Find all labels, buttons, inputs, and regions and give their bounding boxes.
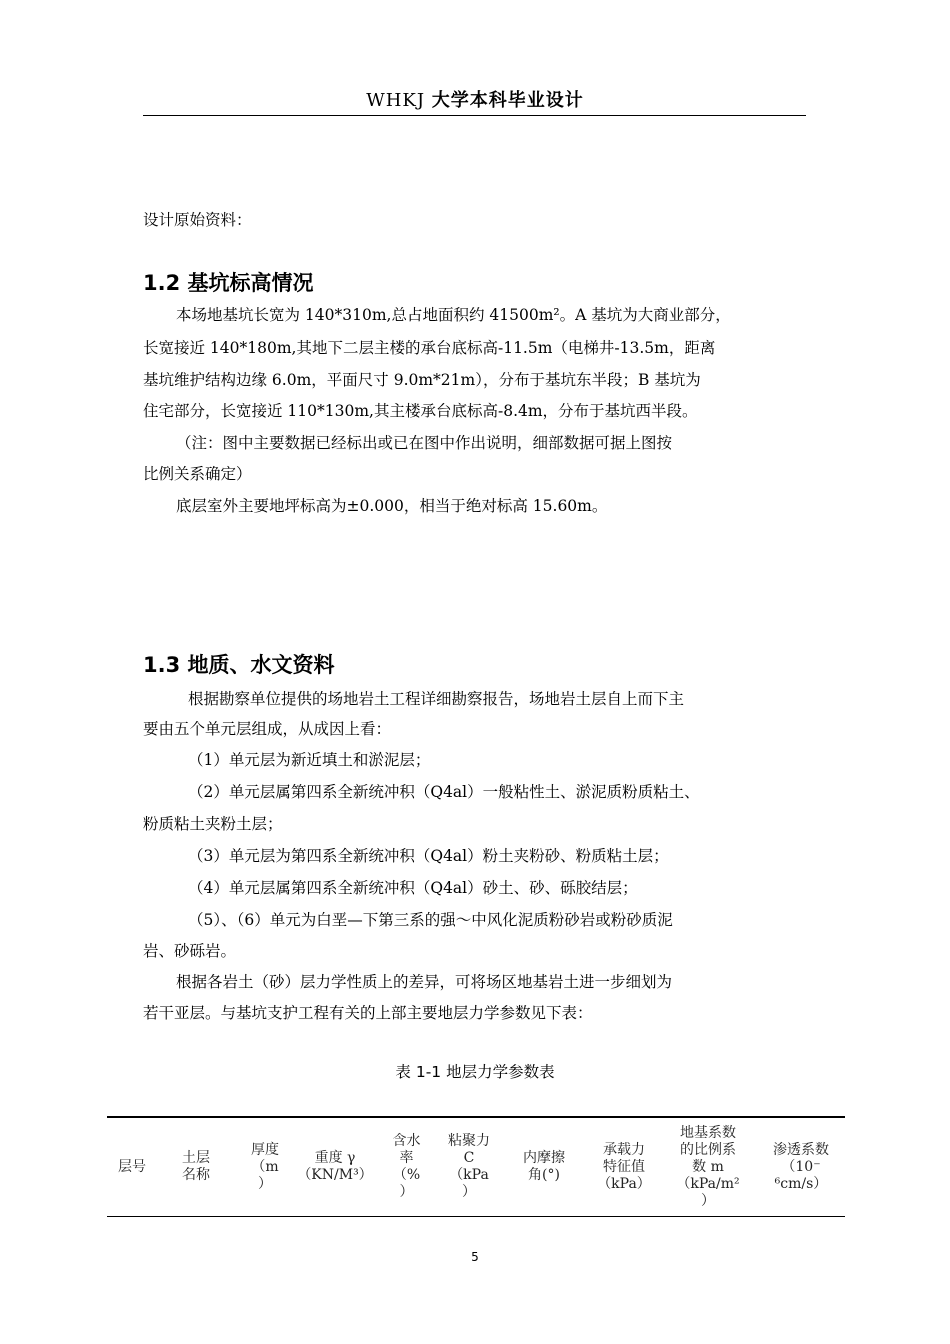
header-line: （kPa/m² — [676, 1175, 740, 1192]
header-line: 层号 — [118, 1158, 146, 1175]
header-cell-text — [523, 1150, 565, 1184]
header-cell-text — [773, 1142, 829, 1193]
header-line: 的比例系 — [679, 1141, 736, 1158]
header-line: 率 — [399, 1150, 414, 1166]
header-cell-text — [676, 1125, 739, 1210]
col-header-water-content — [379, 1118, 434, 1216]
header-line: （kPa — [449, 1167, 489, 1183]
header-line: ） — [462, 1184, 476, 1200]
para-line: 底层室外主要地坪标高为±0.000，相当于绝对标高 15.60m。 — [176, 497, 608, 515]
para-line: 基坑维护结构边缘 6.0m，平面尺寸 9.0m*21m），分布于基坑东半段；B 基坑为 — [143, 371, 701, 389]
para-line: 粉质粘土夹粉土层； — [143, 815, 283, 833]
para-line: 本场地基坑长宽为 140*310m,总占地面积约 41500m²。A 基坑为大商业部分， — [176, 306, 731, 324]
col-header-unit-weight — [295, 1118, 375, 1216]
header-line: 特征值 — [603, 1158, 645, 1175]
table-caption: 表 1-1 地层力学参数表 — [395, 1063, 555, 1081]
col-header-layer-no — [107, 1118, 157, 1216]
header-line: 含水 — [392, 1133, 421, 1149]
header-latin: WHKJ — [366, 90, 426, 111]
para-line: 长宽接近 140*180m,其地下二层主楼的承台底标高-11.5m（电梯井-13.5m，距离 — [143, 339, 716, 357]
header-line: 地基系数 — [679, 1124, 736, 1141]
para-line: 根据各岩土（砂）层力学性质上的差异，可将场区地基岩土进一步细划为 — [176, 973, 673, 991]
header-line: 名称 — [182, 1167, 210, 1183]
para-line: 住宅部分，长宽接近 110*130m,其主楼承台底标高-8.4m，分布于基坑西半段。 — [143, 402, 698, 420]
col-header-soil-name — [162, 1118, 230, 1216]
header-line: 重度 γ — [314, 1150, 356, 1166]
list-item: （3）单元层为第四系全新统冲积（Q4al）粉土夹粉砂、粉质粘土层； — [188, 847, 669, 865]
header-line: 渗透系数 — [773, 1141, 829, 1158]
header-line: 内摩擦 — [523, 1150, 565, 1166]
header-line: （10⁻ — [781, 1158, 821, 1175]
header-line: 角(°) — [528, 1167, 560, 1183]
header-line: （kPa） — [597, 1175, 651, 1192]
header-cell-text — [393, 1133, 421, 1201]
section-1-2-heading: 1.2 基坑标高情况 — [143, 271, 314, 295]
header-line: ⁶cm/s） — [774, 1175, 828, 1192]
header-cell-text — [182, 1150, 210, 1184]
col-header-thickness — [235, 1118, 295, 1216]
col-header-cohesion — [437, 1118, 501, 1216]
page-header — [0, 86, 950, 112]
para-line: 根据勘察单位提供的场地岩土工程详细勘察报告，场地岩土层自上而下主 — [188, 690, 685, 708]
page-number: 5 — [471, 1250, 479, 1264]
col-header-bearing-capacity — [589, 1118, 659, 1216]
header-line: （m — [251, 1158, 279, 1175]
header-line: C — [463, 1150, 475, 1166]
para-line: 要由五个单元层组成，从成因上看： — [143, 720, 392, 738]
header-line: ） — [700, 1192, 715, 1209]
para-line: 比例关系确定） — [143, 465, 252, 483]
col-header-subgrade-coefficient — [665, 1118, 751, 1216]
header-cell-text — [297, 1150, 372, 1184]
intro-text: 设计原始资料： — [143, 211, 252, 229]
header-line: 数 m — [692, 1158, 724, 1175]
header-line: 土层 — [182, 1150, 210, 1166]
header-line: 厚度 — [251, 1141, 279, 1158]
header-cell-text — [251, 1142, 279, 1193]
header-line: （% — [392, 1167, 421, 1183]
para-line: （注：图中主要数据已经标出或已在图中作出说明，细部数据可据上图按 — [176, 434, 673, 452]
list-item: （4）单元层属第四系全新统冲积（Q4al）砂土、砂、砾胶结层； — [188, 879, 638, 897]
col-header-permeability — [757, 1118, 845, 1216]
para-line: 若干亚层。与基坑支护工程有关的上部主要地层力学参数见下表： — [143, 1004, 593, 1022]
list-item: （5）、（6）单元为白垩—下第三系的强～中风化泥质粉砂岩或粉砂质泥 — [188, 911, 673, 929]
header-cell-text — [597, 1142, 651, 1193]
col-header-friction-angle — [509, 1118, 579, 1216]
list-item: （2）单元层属第四系全新统冲积（Q4al）一般粘性土、淤泥质粉质粘土、 — [188, 783, 700, 801]
para-line: 岩、砂砾岩。 — [143, 942, 237, 960]
parameter-table — [107, 1116, 845, 1217]
header-line: ） — [258, 1175, 272, 1192]
header-rule — [143, 115, 806, 116]
header-cell-text — [448, 1133, 490, 1201]
header-line: 粘聚力 — [448, 1133, 490, 1149]
header-cell-text — [118, 1159, 146, 1176]
list-item: （1）单元层为新近填土和淤泥层； — [188, 751, 431, 769]
header-title: 大学本科毕业设计 — [431, 90, 584, 111]
header-line: ） — [399, 1184, 414, 1200]
section-1-3-heading: 1.3 地质、水文资料 — [143, 653, 335, 677]
header-line: （KN/M³） — [297, 1167, 373, 1183]
header-line: 承载力 — [603, 1141, 645, 1158]
